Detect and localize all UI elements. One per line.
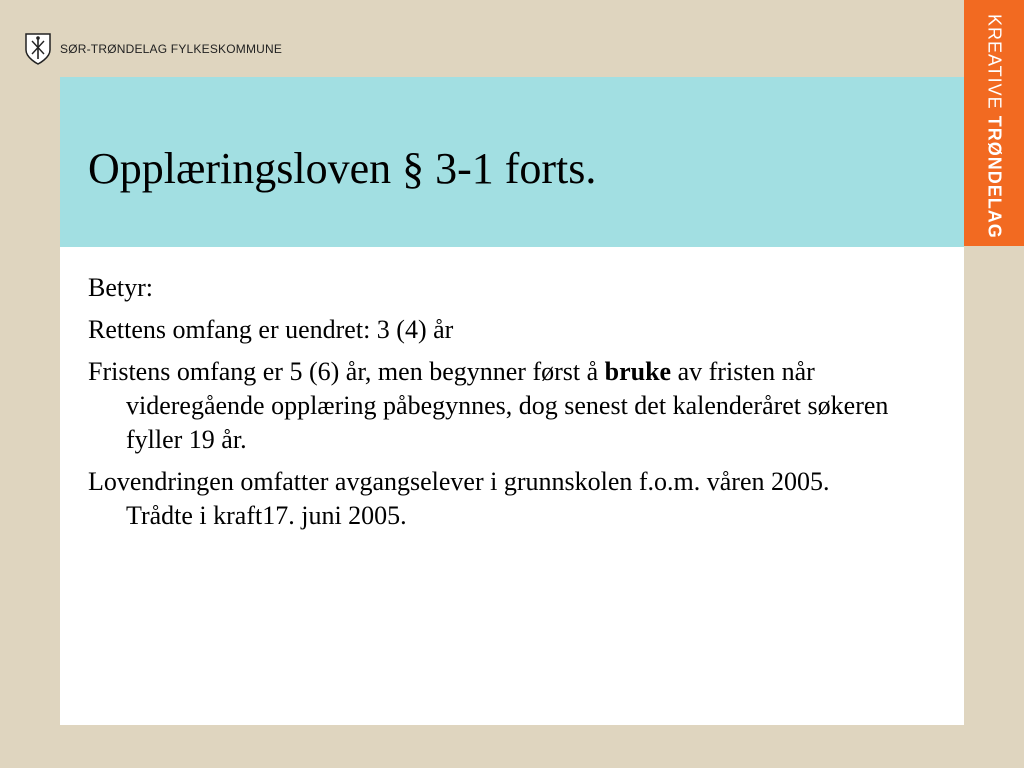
paragraph-3-part-2: av fristen når videregående opplæring påbegynnes, dog senest det kalenderåret søkeren fyller 19 år. (126, 357, 889, 454)
brand-text-bold: TRØNDELAG (984, 115, 1005, 239)
paragraph-4-line-2: Trådte i kraft17. juni 2005. (126, 501, 407, 530)
paragraph-4 (88, 465, 928, 533)
slide-title: Opplæringsloven § 3-1 forts. (88, 144, 597, 193)
paragraph-1: Betyr: (88, 273, 153, 302)
paragraph-2: Rettens omfang er uendret: 3 (4) år (88, 315, 454, 344)
organization-name: SØR-TRØNDELAG FYLKESKOMMUNE (60, 42, 283, 56)
slide-body (88, 271, 928, 541)
brand-text-light: KREATIVE (984, 14, 1005, 116)
brand-text (984, 14, 1005, 239)
bottom-strip (0, 725, 1024, 768)
slide-content (60, 247, 964, 725)
title-band (60, 77, 964, 247)
paragraph-4-line-1: Lovendringen omfatter avgangselever i grunnskolen f.o.m. våren 2005. (88, 467, 830, 496)
paragraph-3 (88, 355, 928, 457)
county-coat-of-arms-icon (24, 32, 52, 66)
header-bar (0, 0, 964, 77)
paragraph-3-bold: bruke (604, 357, 672, 386)
paragraph-3-part-1: Fristens omfang er 5 (6) år, men begynner først å (88, 357, 605, 386)
brand-sidebar (964, 0, 1024, 246)
